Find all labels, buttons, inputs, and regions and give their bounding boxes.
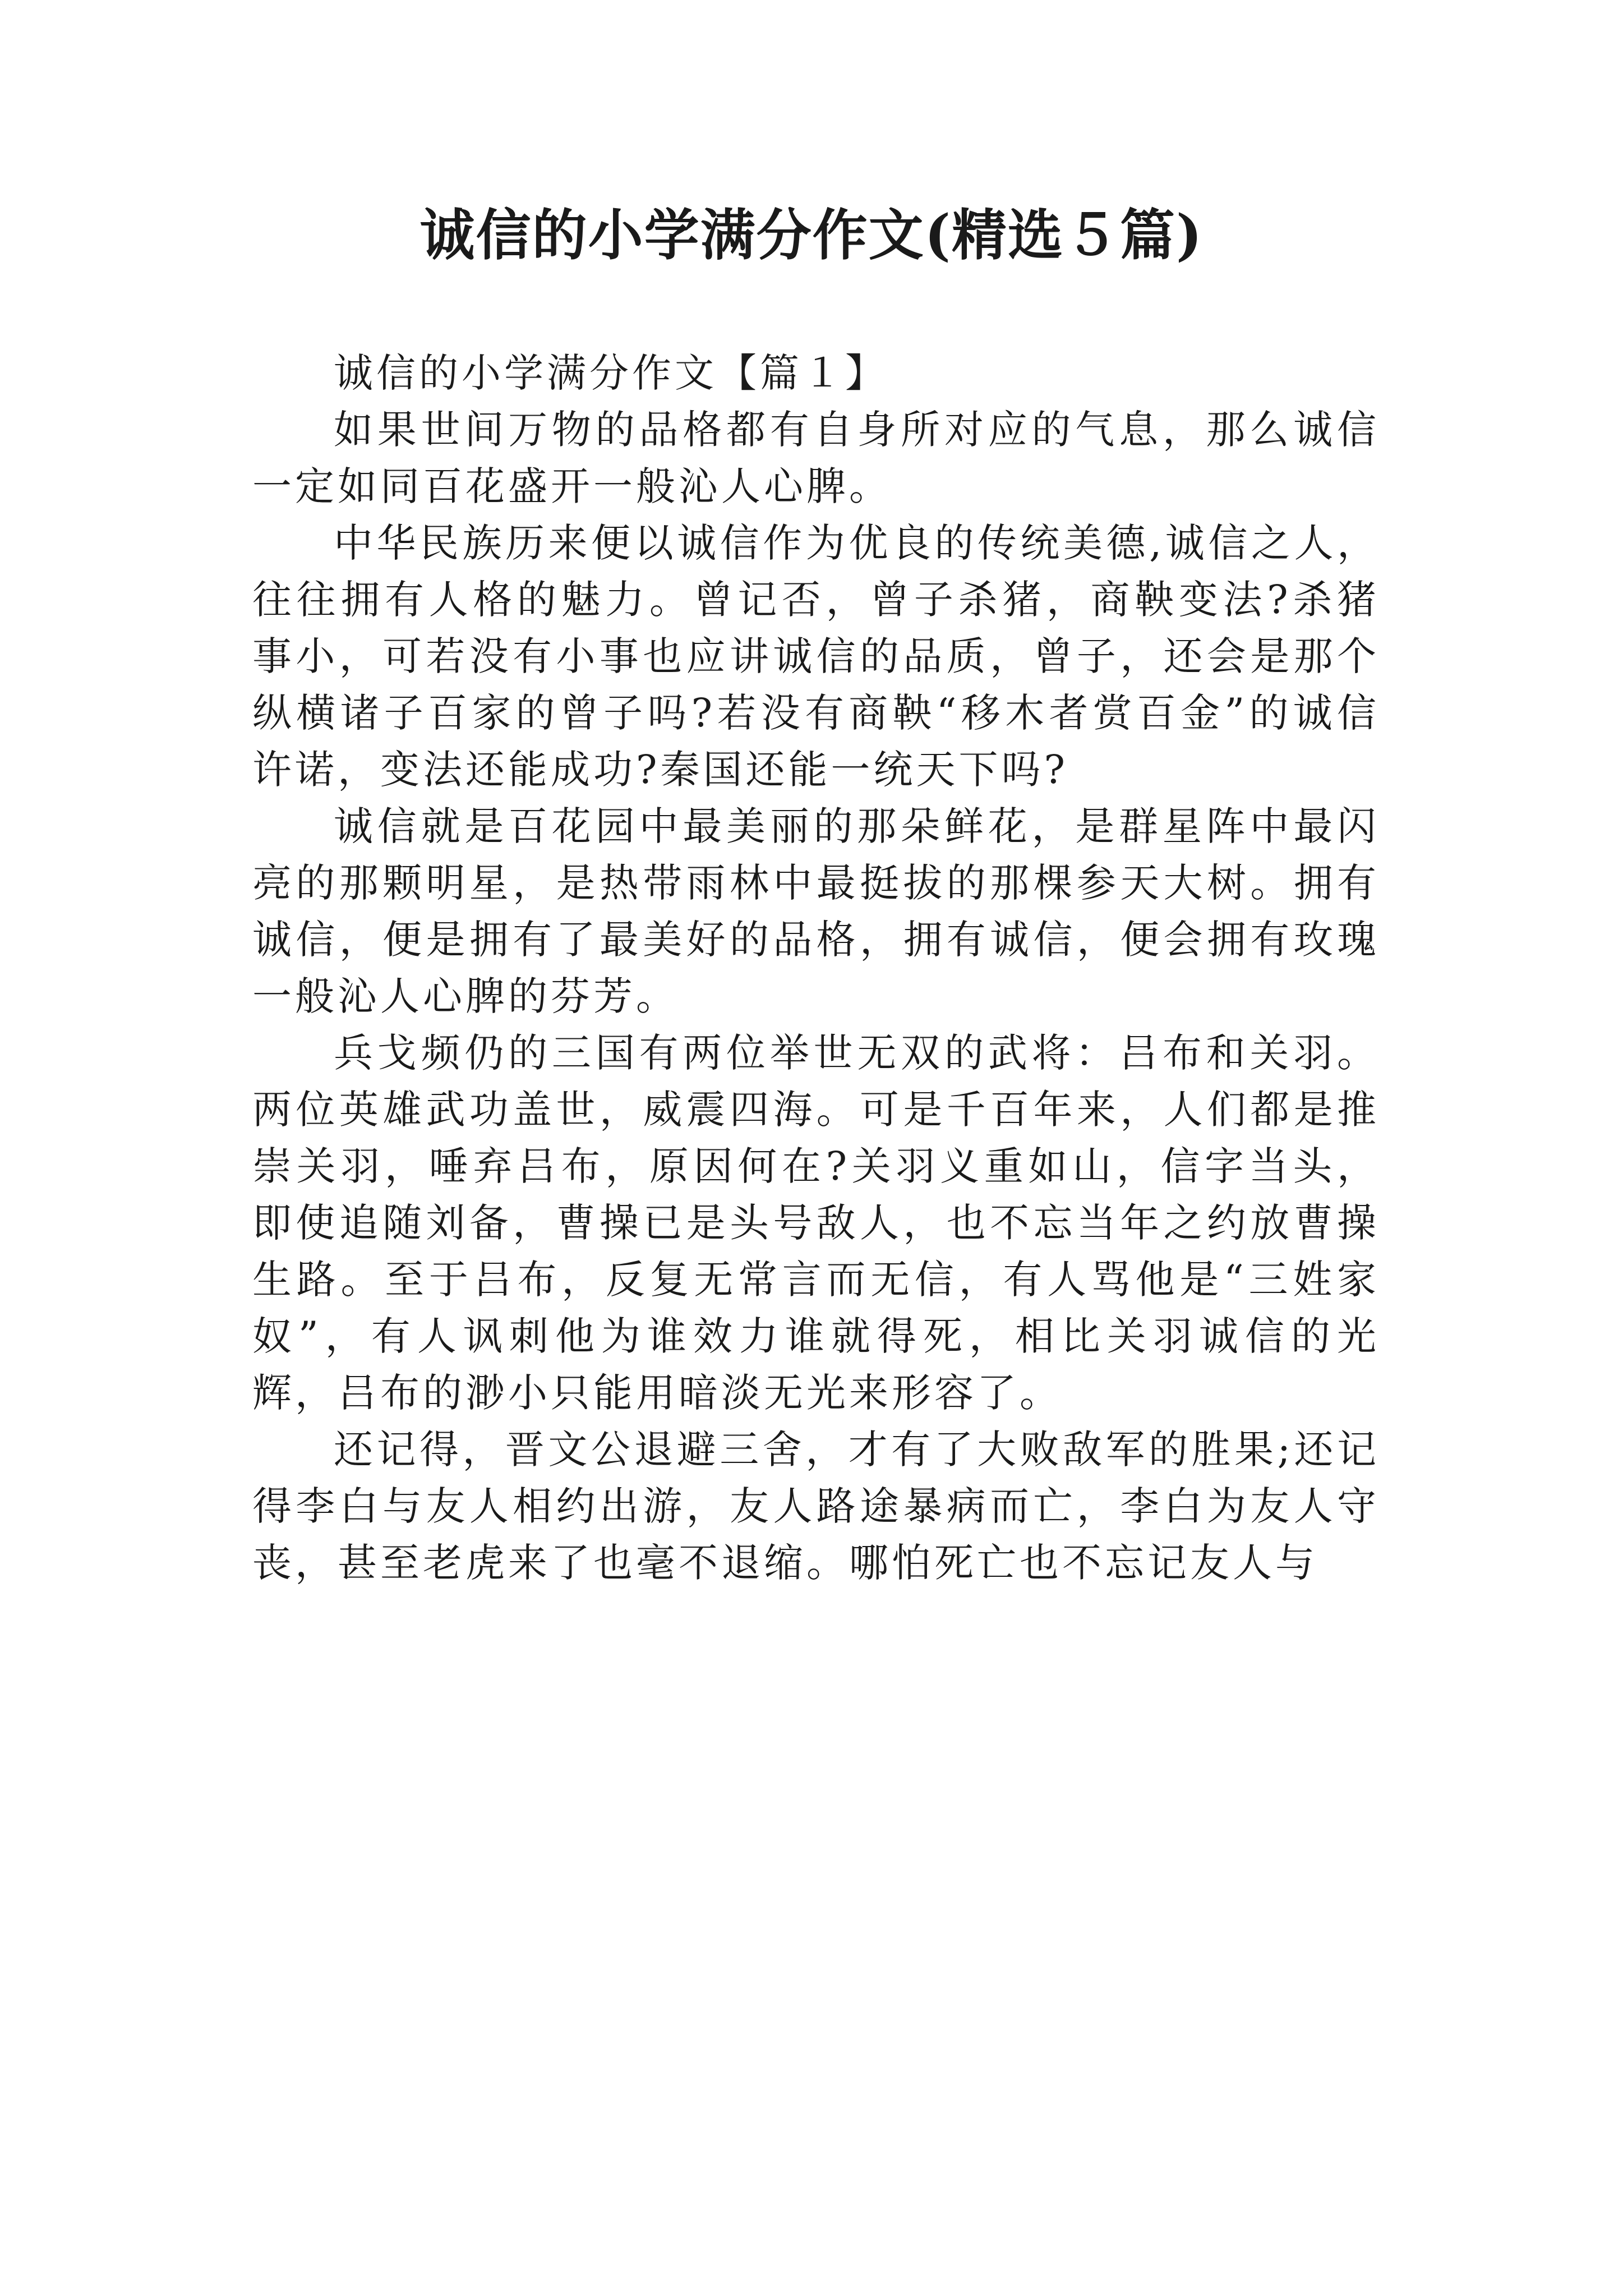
paragraph: 诚信就是百花园中最美丽的那朵鲜花，是群星阵中最闪亮的那颗明星，是热带雨林中最挺拔的那棵参天大树。拥有诚信，便是拥有了最美好的品格，拥有诚信，便会拥有玫瑰一般沁人心脾的芬芳。	[252, 803, 1380, 1019]
paragraph: 还记得，晋文公退避三舍，才有了大败敌军的胜果;还记得李白与友人相约出游，友人路途暴病而亡，李白为友人守丧，甚至老虎来了也毫不退缩。哪怕死亡也不忘记友人与	[252, 1427, 1380, 1586]
document-body	[252, 345, 1380, 1591]
section-heading: 诚信的小学满分作文【篇１】	[334, 350, 888, 396]
document-title: 诚信的小学满分作文(精选５篇)	[419, 203, 1204, 268]
paragraph: 如果世间万物的品格都有自身所对应的气息，那么诚信一定如同百花盛开一般沁人心脾。	[252, 407, 1380, 509]
paragraph: 中华民族历来便以诚信作为优良的传统美德,诚信之人，往往拥有人格的魅力。曾记否，曾子杀猪，商鞅变法?杀猪事小，可若没有小事也应讲诚信的品质，曾子，还会是那个纵横诸子百家的曾子吗?若没有商鞅“移木者赏百金”的诚信许诺，变法还能成功?秦国还能一统天下吗?	[252, 520, 1380, 793]
paragraph: 兵戈频仍的三国有两位举世无双的武将：吕布和关羽。两位英雄武功盖世，威震四海。可是千百年来，人们都是推崇关羽，唾弃吕布，原因何在?关羽义重如山，信字当头，即使追随刘备，曹操已是头号敌人，也不忘当年之约放曹操生路。至于吕布，反复无常言而无信，有人骂他是“三姓家奴”，有人讽刺他为谁效力谁就得死，相比关羽诚信的光辉，吕布的渺小只能用暗淡无光来形容了。	[252, 1030, 1380, 1416]
